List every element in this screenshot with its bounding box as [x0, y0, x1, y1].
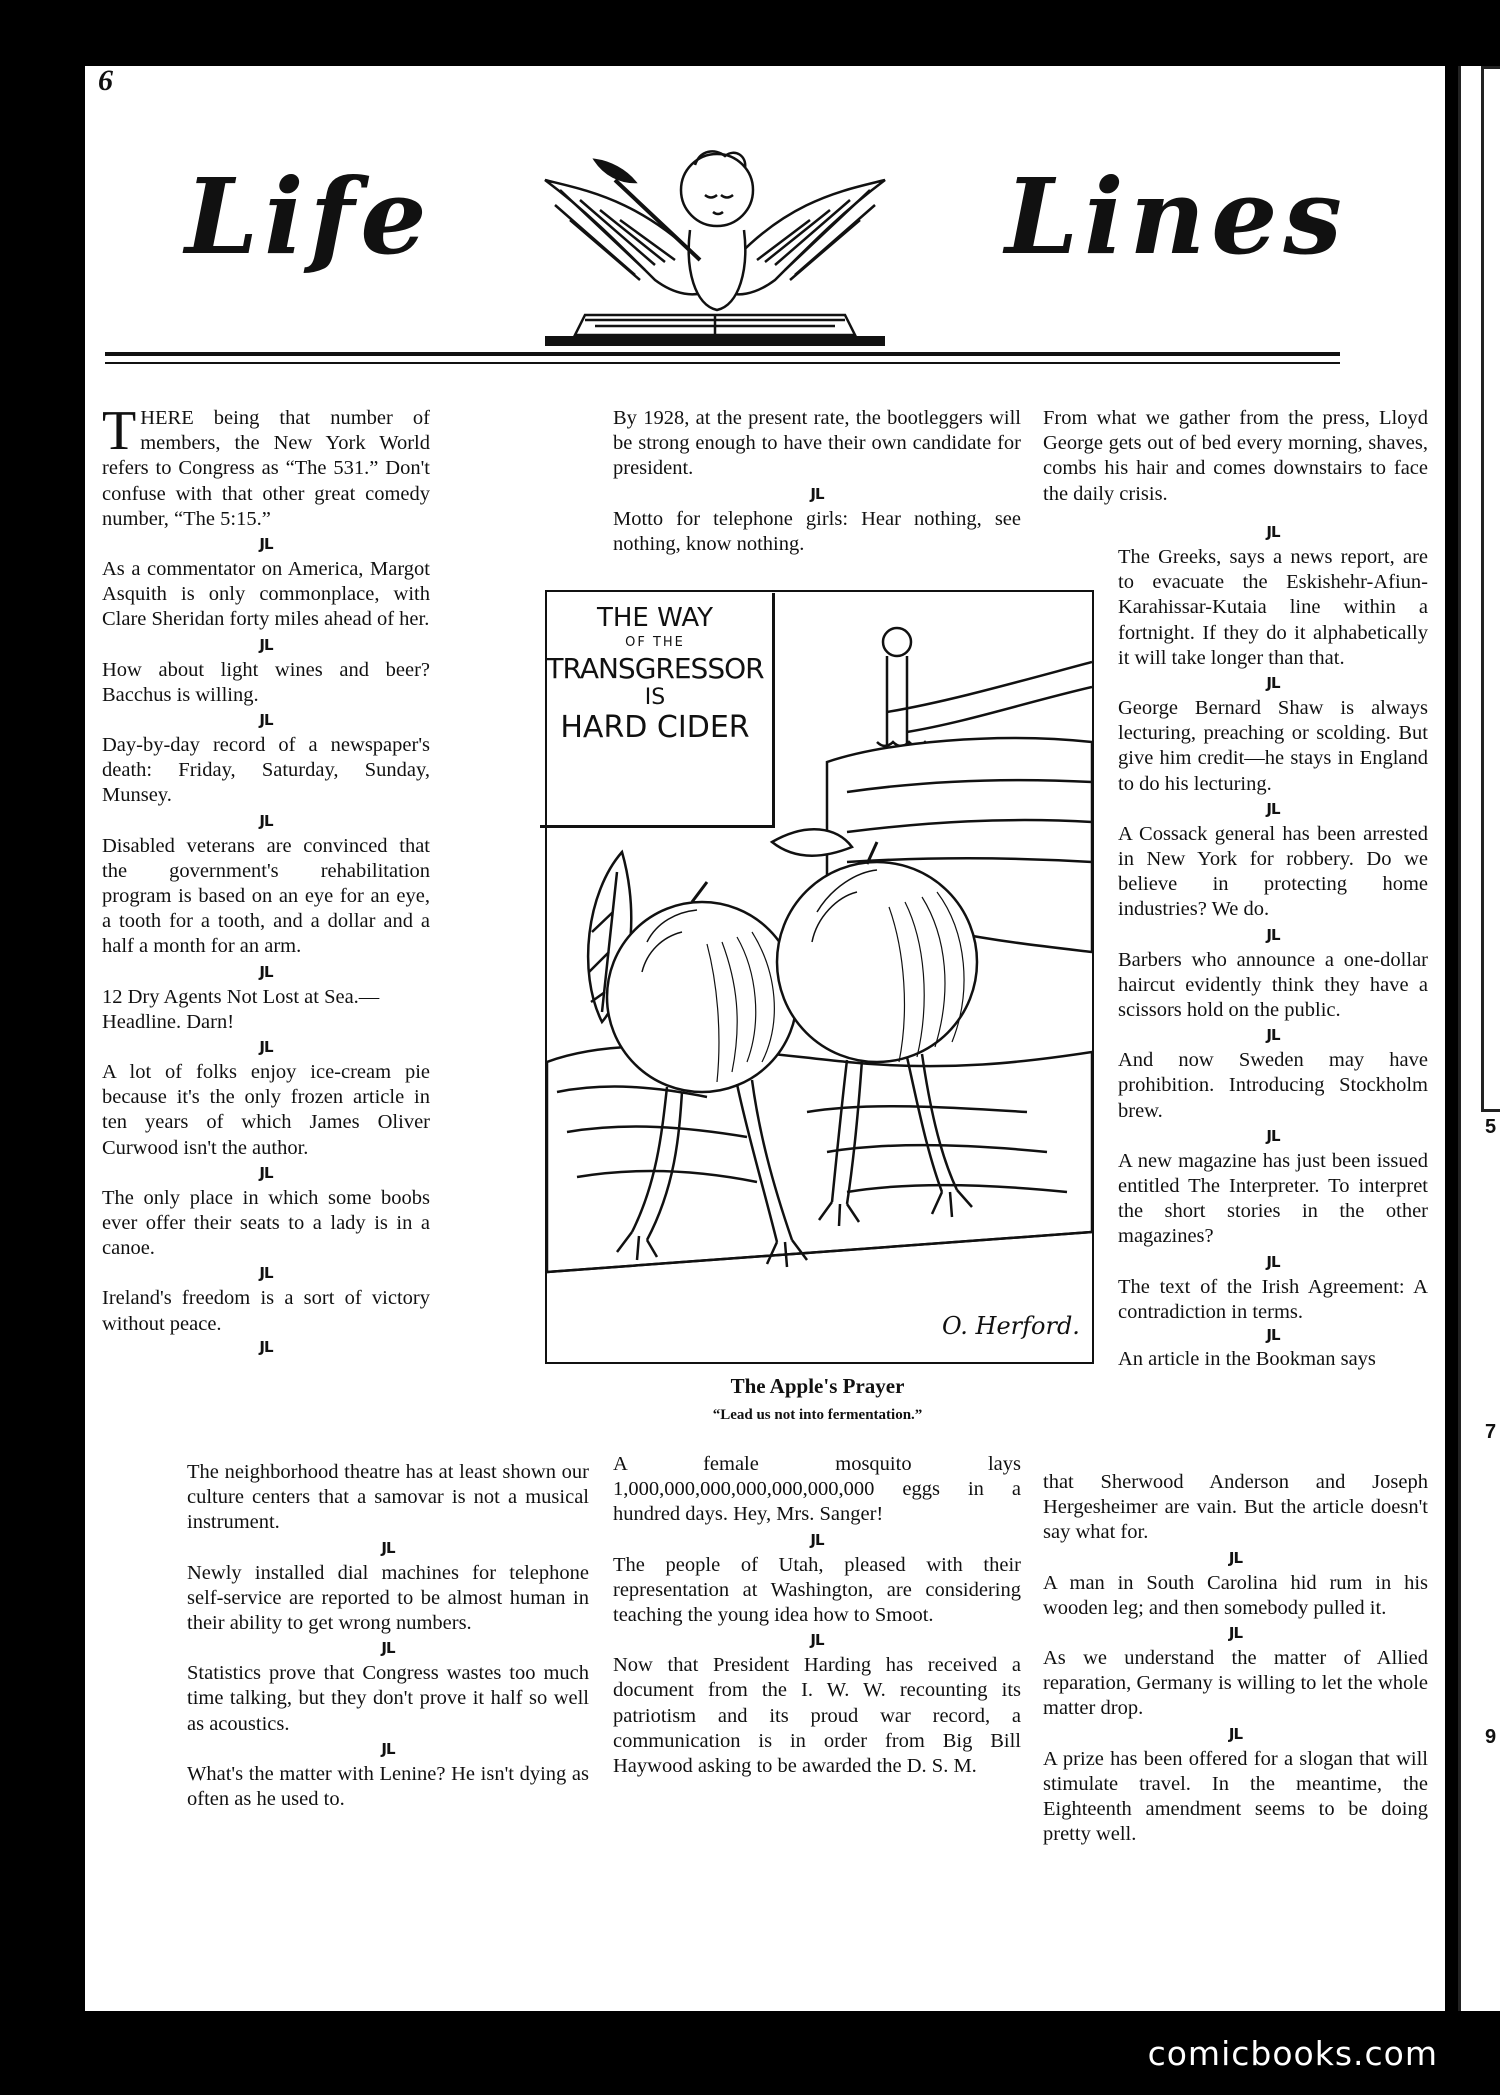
- separator-ornament: JL: [259, 1264, 273, 1283]
- header-rule: [105, 352, 1340, 356]
- paragraph: [102, 400, 430, 532]
- separator-ornament: JL: [259, 811, 273, 830]
- sign-line: TRANSGRESSOR: [546, 652, 764, 685]
- paragraph: How about light wines and beer? Bacchus is willing.: [102, 658, 430, 706]
- column-3-bottom: [1043, 1470, 1428, 1847]
- paragraph: The neighborhood theatre has at least shown our culture centers that a samovar is not a musical instrument.: [187, 1461, 589, 1534]
- paragraph: The Greeks, says a news report, are to evacuate the Eskishehr-Afiun-Karahissar-Kutaia line within a fortnight. If they do it alphabetically it will take longer than that.: [1118, 546, 1428, 669]
- separator-ornament: JL: [1266, 673, 1280, 692]
- paragraph: And now Sweden may have prohibition. Introducing Stockholm brew.: [1118, 1049, 1428, 1122]
- separator-ornament: JL: [810, 484, 824, 503]
- paragraph: An article in the Bookman says: [1118, 1348, 1376, 1371]
- adjacent-page-frame: [1481, 66, 1500, 1112]
- paragraph: that Sherwood Anderson and Joseph Hergesheimer are vain. But the article doesn't say what for.: [1043, 1471, 1428, 1544]
- paragraph: 12 Dry Agents Not Lost at Sea.—Headline. Darn!: [102, 985, 380, 1033]
- separator-ornament: JL: [381, 1739, 395, 1758]
- masthead-title-right: Lines: [1005, 155, 1348, 278]
- separator-ornament: JL: [1266, 522, 1280, 541]
- masthead-title-left: Life: [185, 155, 433, 278]
- column-2-top: [613, 406, 1021, 557]
- separator-ornament: JL: [259, 710, 273, 729]
- paragraph: Barbers who announce a one-dollar haircut evidently think they have a scissors hold on the public.: [1118, 948, 1428, 1022]
- paragraph: What's the matter with Lenine? He isn't dying as often as he used to.: [187, 1762, 589, 1811]
- paragraph: George Bernard Shaw is always lecturing, preaching or scolding. But give him credit—he stays in England to do his lecturing.: [1118, 697, 1428, 795]
- separator-ornament: JL: [810, 1530, 824, 1549]
- adjacent-page-number: 9: [1485, 1726, 1497, 1748]
- paragraph: A female mosquito lays 1,000,000,000,000,000,000,000 eggs in a hundred days. Hey, Mrs. Sanger!: [613, 1453, 1021, 1526]
- separator-ornament: JL: [259, 1037, 273, 1056]
- sign-line: OF THE: [625, 635, 685, 650]
- paragraph: A prize has been offered for a slogan that will stimulate travel. In the meantime, the Eighteenth amendment seems to be doing pretty well.: [1043, 1747, 1428, 1846]
- paragraph: The people of Utah, pleased with their representation at Washington, are considering teaching the young idea how to Smoot.: [613, 1553, 1021, 1627]
- paragraph: A Cossack general has been arrested in New York for robbery. Do we believe in protecting home industries? We do.: [1118, 822, 1428, 921]
- separator-ornament: JL: [259, 534, 273, 553]
- separator-ornament: JL: [259, 1338, 273, 1357]
- artist-signature: O. Herford.: [942, 1312, 1080, 1340]
- paragraph: Now that President Harding has received a document from the I. W. W. recounting its patriotism and its proud war record, a communication is in order from Big Bill Haywood asking to be awarded the D. S. M.: [613, 1654, 1021, 1778]
- separator-ornament: JL: [259, 962, 273, 981]
- sign-line: HARD CIDER: [560, 710, 750, 745]
- paragraph: The only place in which some boobs ever offer their seats to a lady is in a canoe.: [102, 1186, 430, 1260]
- paragraph: As we understand the matter of Allied reparation, Germany is willing to let the whole matter drop.: [1043, 1647, 1428, 1720]
- paragraph: Newly installed dial machines for telephone self-service are reported to be almost human in their ability to get wrong numbers.: [187, 1561, 589, 1635]
- separator-ornament: JL: [1228, 1623, 1243, 1642]
- separator-ornament: JL: [1266, 1252, 1280, 1271]
- separator-ornament: JL: [1228, 1724, 1243, 1743]
- paragraph: A new magazine has just been issued entitled The Interpreter. To interpret the short stories in the other magazines?: [1118, 1149, 1428, 1248]
- separator-ornament: JL: [1266, 1326, 1280, 1345]
- column-3-top: [1043, 406, 1428, 507]
- separator-ornament: JL: [259, 1163, 273, 1182]
- separator-ornament: JL: [1266, 1026, 1280, 1045]
- wall-sign: [540, 593, 775, 828]
- paragraph: As a commentator on America, Margot Asquith is only commonplace, with Clare Sheridan forty miles ahead of her.: [102, 558, 430, 631]
- paragraph: A man in South Carolina hid rum in his wooden leg; and then somebody pulled it.: [1043, 1571, 1428, 1619]
- separator-ornament: JL: [1266, 799, 1280, 818]
- paragraph: From what we gather from the press, Lloyd George gets out of bed every morning, shaves, combs his hair and comes downstairs to face the daily crisis.: [1043, 407, 1428, 505]
- separator-ornament: JL: [810, 1631, 824, 1650]
- separator-ornament: JL: [1266, 1126, 1280, 1145]
- paragraph: Motto for telephone girls: Hear nothing, see nothing, know nothing.: [613, 507, 1021, 555]
- separator-ornament: JL: [259, 635, 273, 654]
- sign-line: IS: [644, 685, 666, 710]
- cherub-writing-icon: [525, 120, 905, 360]
- sign-line: THE WAY: [596, 603, 714, 633]
- column-3-middle: [1118, 520, 1428, 1372]
- caption-subtitle: “Lead us not into fermentation.”: [712, 1407, 923, 1423]
- paragraph: Ireland's freedom is a sort of victory without peace.: [102, 1287, 430, 1335]
- cartoon-caption: [545, 1374, 1090, 1424]
- separator-ornament: JL: [1228, 1548, 1243, 1567]
- column-2-bottom: [613, 1452, 1021, 1779]
- paragraph: Statistics prove that Congress wastes too much time talking, but they don't prove it half so well as acoustics.: [187, 1662, 589, 1735]
- header-rule: [105, 362, 1340, 364]
- page-number: 6: [98, 64, 113, 97]
- paragraph: Disabled veterans are convinced that the government's rehabilitation program is based on an eye for an eye, a tooth for a tooth, and a dollar and a half a month for an arm.: [102, 834, 430, 958]
- caption-title: The Apple's Prayer: [730, 1374, 905, 1398]
- adjacent-page-number: 7: [1485, 1421, 1497, 1443]
- paragraph: The text of the Irish Agreement: A contradiction in terms.: [1118, 1275, 1428, 1323]
- drop-cap: T: [102, 400, 137, 462]
- column-1-wide: [187, 1460, 589, 1812]
- adjacent-page-number: 5: [1485, 1116, 1497, 1138]
- paragraph: Day-by-day record of a newspaper's death: Friday, Saturday, Sunday, Munsey.: [102, 734, 430, 807]
- separator-ornament: JL: [381, 1538, 395, 1557]
- column-1: [102, 400, 430, 1359]
- paragraph: A lot of folks enjoy ice-cream pie because it's the only frozen article in ten years of which James Oliver Curwood isn't the author.: [102, 1061, 430, 1159]
- adjacent-page-edge: [1458, 66, 1500, 2011]
- paragraph: By 1928, at the present rate, the bootleggers will be strong enough to have their own candidate for president.: [613, 407, 1021, 480]
- separator-ornament: JL: [1266, 925, 1280, 944]
- paragraph-text: HERE being that number of members, the New York World refers to Congress as “The 531.” Don't confuse with that other great comedy number, “The 5:15.”: [102, 407, 430, 530]
- separator-ornament: JL: [381, 1639, 395, 1658]
- site-watermark: comicbooks.com: [1147, 2034, 1438, 2073]
